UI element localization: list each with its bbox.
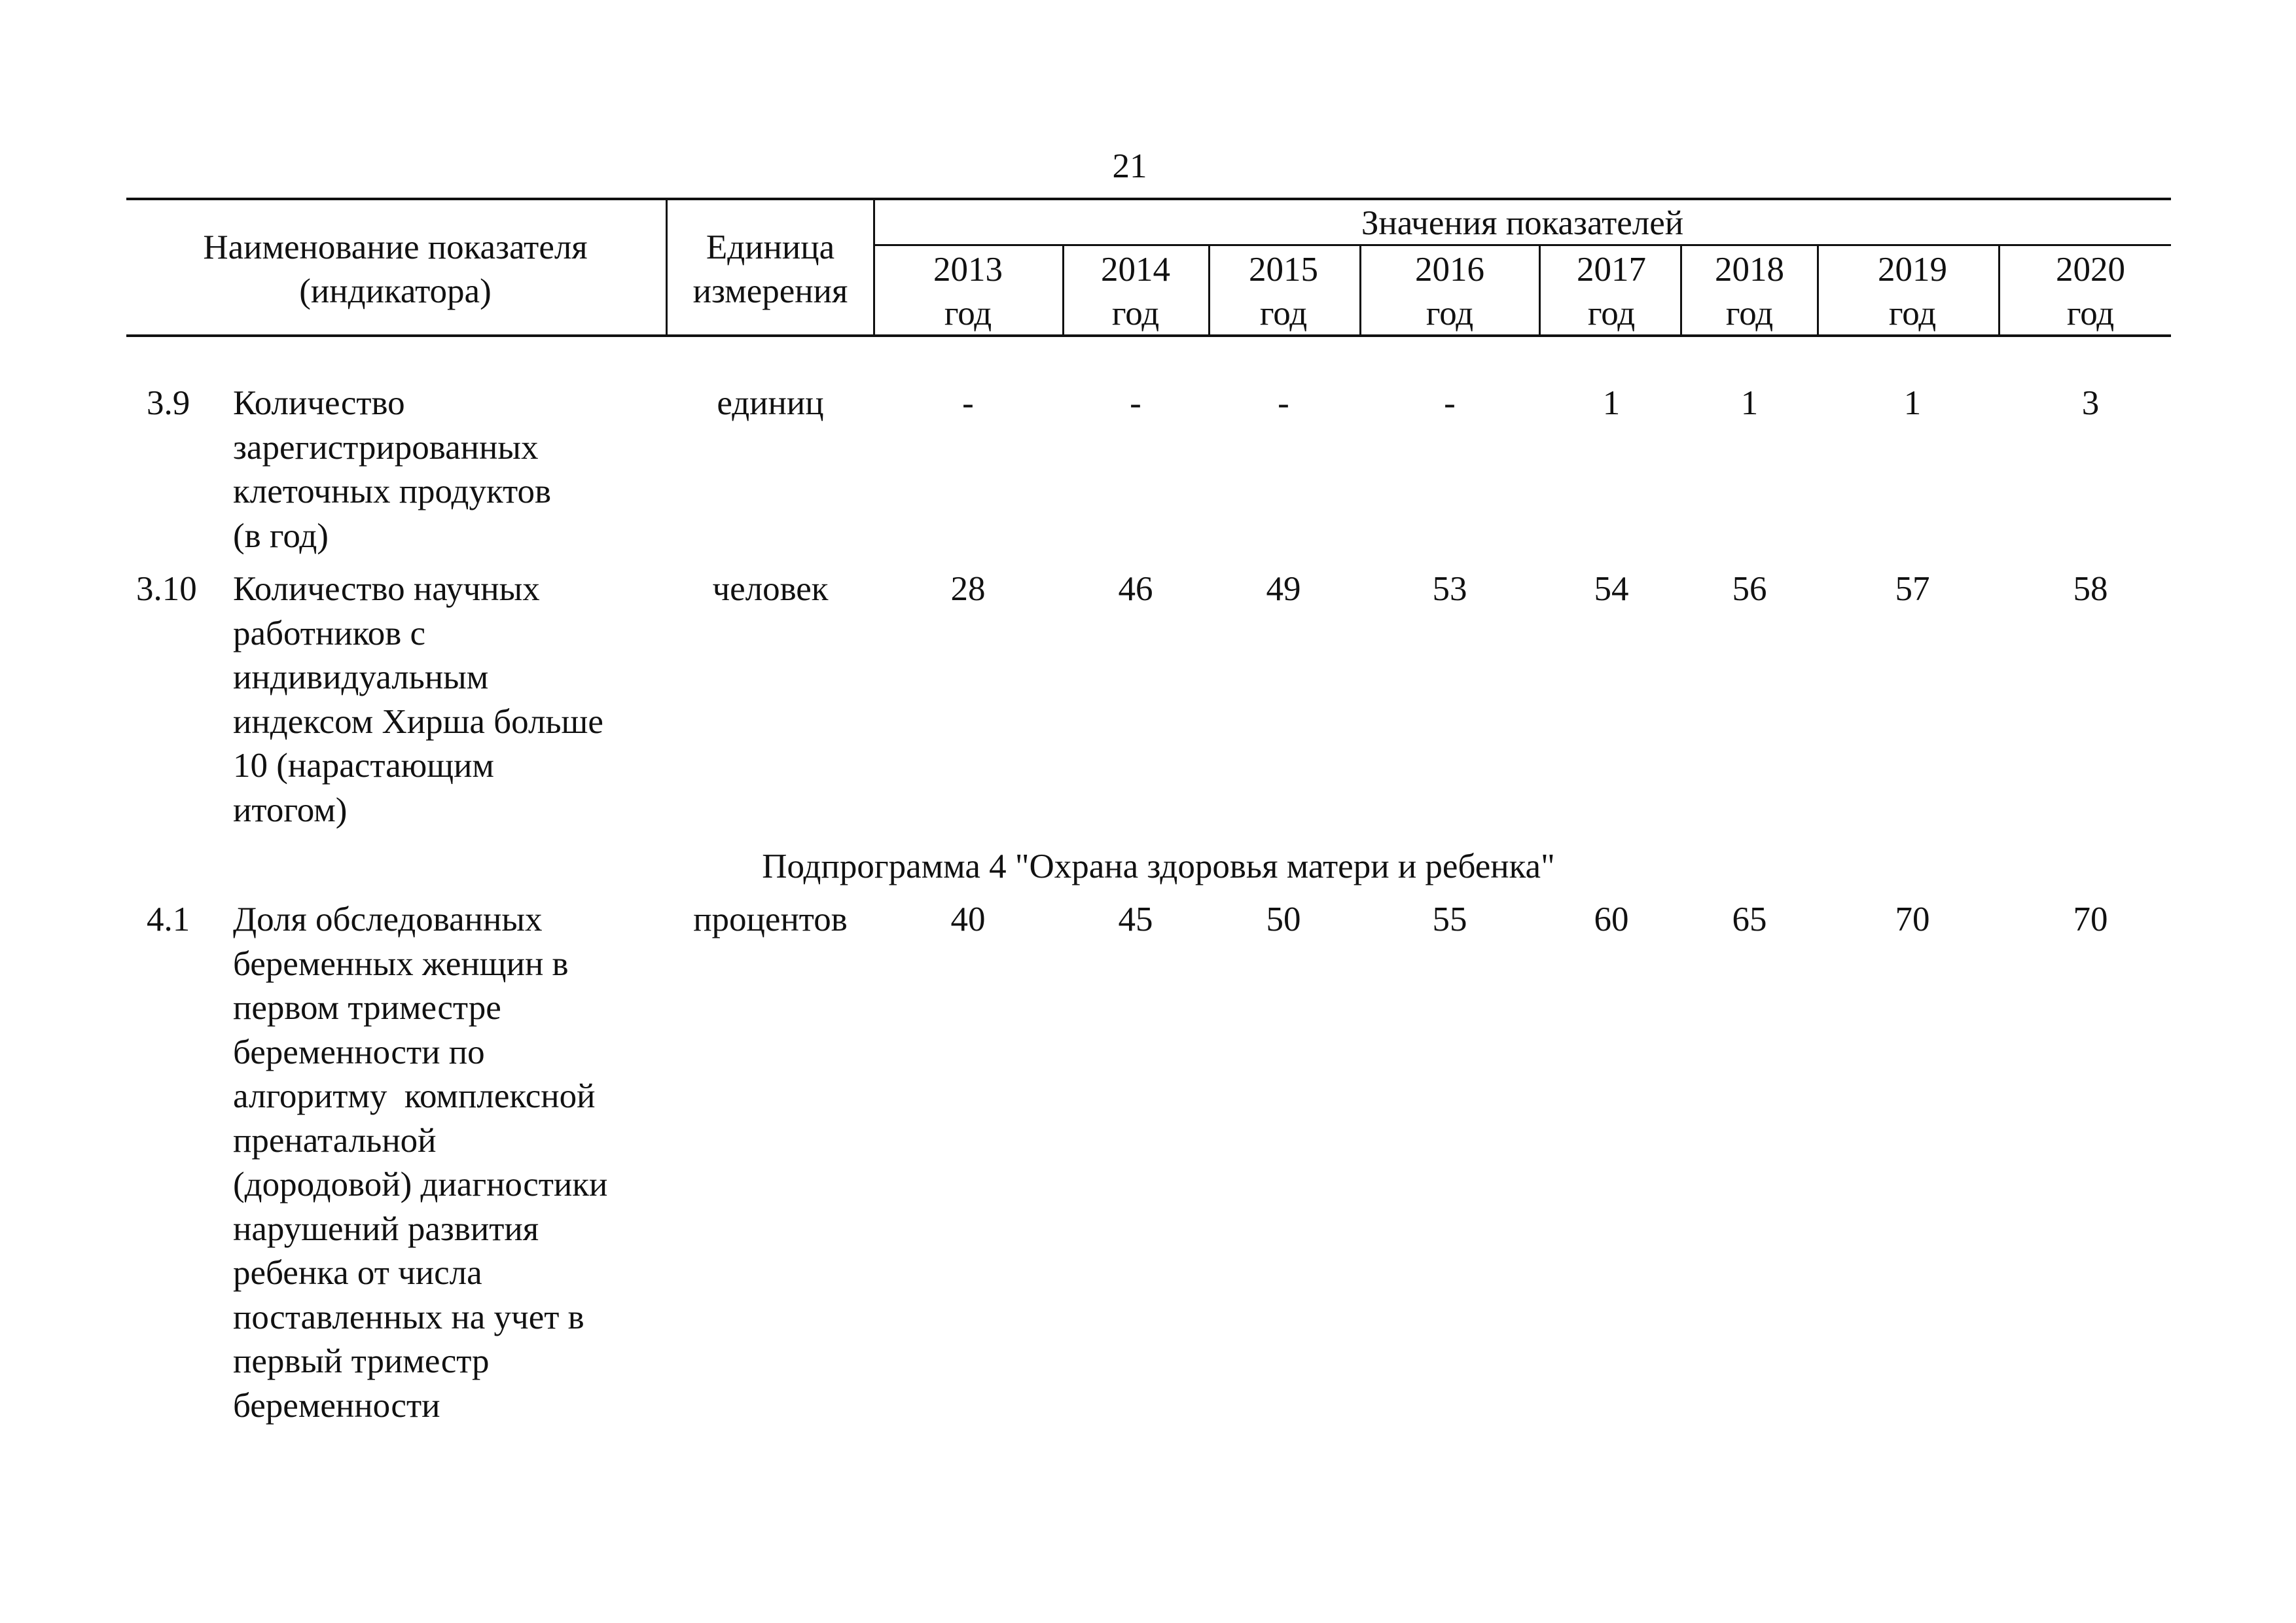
page-number: 21	[1112, 147, 1147, 185]
header-unit-line: измерения	[692, 272, 848, 310]
value-cell: 46	[1118, 570, 1153, 608]
value-cell: -	[1278, 384, 1289, 422]
row-name-line: индивидуальным	[233, 658, 489, 696]
row-unit: человек	[712, 570, 829, 608]
year-divider	[1539, 244, 1541, 336]
row-name-line: беременности	[233, 1386, 440, 1425]
row-name	[233, 382, 551, 558]
year-number: 2015	[1249, 251, 1318, 289]
value-cell: 70	[2073, 901, 2108, 938]
year-word: год	[1259, 294, 1308, 332]
values-subheader-rule	[874, 244, 2171, 246]
value-cell: 65	[1732, 901, 1767, 938]
year-word: год	[1111, 294, 1160, 332]
value-cell: 1	[1903, 384, 1922, 422]
row-name-line: Количество	[233, 384, 405, 422]
value-cell: 3	[2081, 384, 2100, 422]
year-number: 2017	[1577, 251, 1646, 289]
row-name-line: Доля обследованных	[233, 901, 543, 938]
value-cell: 70	[1895, 901, 1930, 938]
year-word: год	[1426, 294, 1474, 332]
value-cell: 57	[1895, 570, 1930, 608]
year-divider	[1359, 244, 1361, 336]
year-word: год	[2066, 294, 2115, 332]
year-word: год	[1725, 294, 1774, 332]
row-number: 3.10	[136, 570, 197, 608]
year-number: 2018	[1715, 251, 1784, 289]
year-word: год	[1587, 294, 1636, 332]
year-divider	[1817, 244, 1819, 336]
year-number: 2020	[2056, 251, 2125, 289]
year-number: 2016	[1415, 251, 1484, 289]
row-name-line: беременных женщин в	[233, 944, 569, 983]
row-unit: процентов	[693, 901, 848, 938]
row-name-line: Количество научных	[233, 570, 540, 608]
row-name-line: зарегистрированных	[233, 428, 539, 467]
year-divider	[1062, 244, 1064, 336]
row-name	[233, 898, 607, 1428]
row-name	[233, 567, 603, 832]
subprogram-title: Подпрограмма 4 "Охрана здоровья матери и ребенка"	[762, 847, 1555, 885]
header-divider-unit-values	[873, 198, 875, 336]
row-name-line: пренатальной	[233, 1121, 437, 1160]
row-name-line: ребенка от числа	[233, 1254, 482, 1292]
header-unit-line: Единица	[706, 228, 835, 266]
value-cell: 45	[1118, 901, 1153, 938]
header-name-line: Наименование показателя	[203, 228, 588, 266]
header-name-line: (индикатора)	[299, 272, 492, 310]
row-name-line: клеточных продуктов	[233, 473, 552, 510]
row-name-line: итогом)	[233, 791, 348, 829]
value-cell: 50	[1266, 901, 1301, 938]
row-name-line: (дородовой) диагностики	[233, 1166, 608, 1204]
value-cell: 56	[1732, 570, 1767, 608]
value-cell: 49	[1266, 570, 1301, 608]
row-number: 4.1	[147, 901, 190, 938]
row-name-line: нарушений развития	[233, 1209, 539, 1248]
row-name-line: 10 (нарастающим	[233, 747, 494, 785]
row-name-line: индексом Хирша больше	[233, 702, 603, 741]
header-bottom-rule	[126, 334, 2171, 337]
value-cell: 28	[950, 570, 986, 608]
value-cell: -	[1444, 384, 1456, 422]
value-cell: 1	[1740, 384, 1759, 422]
row-name-line: поставленных на учет в	[233, 1298, 584, 1336]
row-name-line: алгоритму комплексной	[233, 1077, 596, 1115]
year-number: 2019	[1878, 251, 1947, 289]
value-cell: 60	[1594, 901, 1629, 938]
value-cell: 1	[1602, 384, 1621, 422]
year-divider	[1680, 244, 1682, 336]
value-cell: 58	[2073, 570, 2108, 608]
value-cell: 53	[1432, 570, 1467, 608]
value-cell: -	[1130, 384, 1141, 422]
value-cell: 40	[950, 901, 986, 938]
value-cell: -	[962, 384, 974, 422]
row-name-line: беременности по	[233, 1033, 485, 1071]
year-number: 2014	[1101, 251, 1170, 289]
header-divider-name-unit	[666, 198, 668, 336]
year-number: 2013	[933, 251, 1003, 289]
row-name-line: (в год)	[233, 516, 329, 555]
year-divider	[1208, 244, 1210, 336]
row-unit: единиц	[717, 384, 824, 422]
row-number: 3.9	[147, 384, 190, 422]
header-values-title: Значения показателей	[1361, 204, 1684, 242]
row-name-line: первый триместр	[233, 1342, 490, 1380]
year-word: год	[944, 294, 992, 332]
year-word: год	[1888, 294, 1937, 332]
year-divider	[1998, 244, 2000, 336]
row-name-line: первом триместре	[233, 989, 501, 1027]
row-name-line: работников с	[233, 614, 426, 652]
value-cell: 54	[1594, 570, 1629, 608]
table-top-rule	[126, 198, 2171, 200]
value-cell: 55	[1432, 901, 1467, 938]
